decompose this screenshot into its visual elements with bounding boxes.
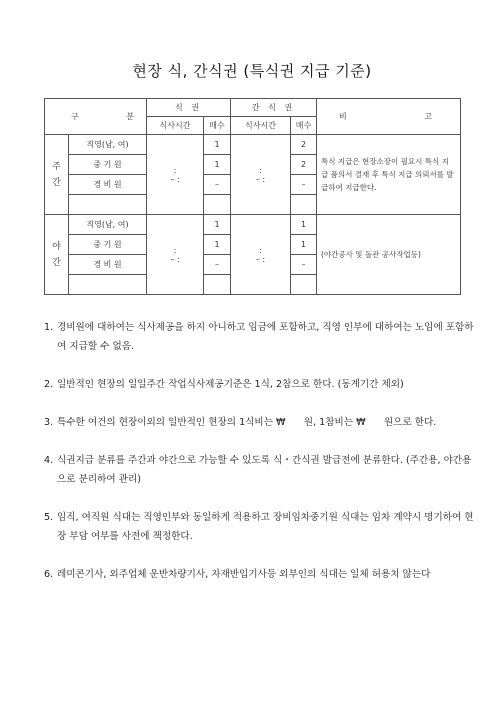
- gansik-count: 2: [291, 155, 317, 175]
- sik-count: –: [204, 175, 231, 195]
- rule-item: 5. 임직, 여직원 식대는 직영인부와 동일하게 적용하고 장비임차중기원 식대는 임차 계약시 명기하여 현장 부담 여부를 사전에 책정한다.: [44, 512, 474, 542]
- row-name: [69, 195, 147, 215]
- rule-item: 3. 특수한 여건의 현장이외의 일반적인 현장의 1식비는 ₩ 원, 1참비는 ₩ 원으로 한다.: [44, 417, 437, 428]
- header-sik-count: 매수: [204, 117, 231, 135]
- page-title: 현장 식, 간식권 (특식권 지급 기준): [132, 62, 372, 80]
- gansik-count: 1: [291, 215, 317, 235]
- sik-time-cell: : – :: [147, 135, 204, 215]
- header-gansik-count: 매수: [291, 117, 317, 135]
- sik-count: [204, 195, 231, 215]
- sik-count: 1: [204, 235, 231, 255]
- rule-item: 2. 일반적인 현장의 일일주간 작업식사제공기준은 1식, 2참으로 한다. (동계기간 제외): [44, 379, 404, 390]
- header-gansik-time: 식사시간: [231, 117, 291, 135]
- note-night: (야간공사 및 돌관 공사작업등): [317, 215, 461, 295]
- row-name: 직영(남, 여): [69, 135, 147, 155]
- gansik-count: 2: [291, 135, 317, 155]
- sik-count: –: [204, 255, 231, 275]
- gansik-time-cell: : – :: [231, 135, 291, 215]
- row-name: 중 기 원: [69, 155, 147, 175]
- gansik-count: –: [291, 255, 317, 275]
- sik-count: 1: [204, 215, 231, 235]
- row-name: 경 비 원: [69, 175, 147, 195]
- sik-time-cell: : – :: [147, 215, 204, 295]
- sik-count: 1: [204, 155, 231, 175]
- gansik-count: 1: [291, 235, 317, 255]
- header-sik: 식 권: [147, 99, 231, 117]
- section-label-day: 주 간: [45, 135, 69, 215]
- row-name: [69, 275, 147, 295]
- rule-item: 1. 경비원에 대하여는 식사제공을 하지 아니하고 임금에 포함하고, 직영 인부에 대하여는 노임에 포함하여 지급할 수 없음.: [44, 322, 474, 352]
- gansik-count: –: [291, 175, 317, 195]
- header-bigo: 비 고: [317, 99, 461, 135]
- sik-count: [204, 275, 231, 295]
- meal-ticket-table: [44, 98, 461, 295]
- header-gansik: 간 식 권: [231, 99, 317, 117]
- section-label-night: 야 간: [45, 215, 69, 295]
- header-sik-time: 식사시간: [147, 117, 204, 135]
- rule-item: 4. 식권지급 분류를 주간과 야간으로 가능할 수 있도록 식・간식권 발급전에 분류한다. (주간용, 야간용으로 분리하여 관리): [44, 455, 472, 485]
- sik-count: 1: [204, 135, 231, 155]
- rule-item: 6. 레미콘기사, 외주업체 운반차량기사, 자재반입기사등 외부인의 식대는 일체 허용치 않는다: [44, 569, 431, 580]
- rules-list: [44, 318, 476, 603]
- row-name: 중 기 원: [69, 235, 147, 255]
- note-day: 특식 지급은 현장소장이 필요시 특식 지급 품의서 결재 후 특식 지급 의뢰서를 발급하여 지급한다.: [317, 135, 461, 215]
- row-name: 직영(남, 여): [69, 215, 147, 235]
- header-gubun: 구 분: [45, 99, 147, 135]
- gansik-time-cell: : – :: [231, 215, 291, 295]
- row-name: 경 비 원: [69, 255, 147, 275]
- gansik-count: [291, 275, 317, 295]
- gansik-count: [291, 195, 317, 215]
